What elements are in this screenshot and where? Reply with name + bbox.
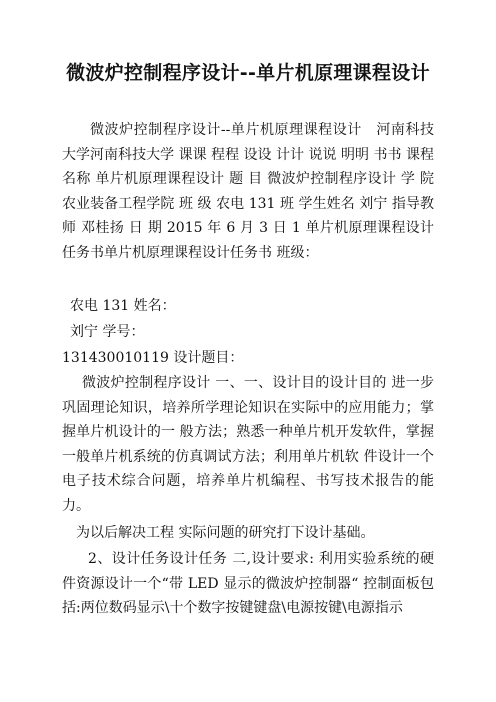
document-title: 微波炉控制程序设计--单片机原理课程设计 bbox=[66, 62, 430, 84]
line-student-id: 131430010119 设计题目： bbox=[62, 350, 244, 366]
paragraph-foundation: 为以后解决工程 实际问题的研究打下设计基础。 bbox=[76, 525, 375, 541]
paragraph-design-task: 2、设计任务设计任务 二,设计要求: 利用实验系统的硬件资源设计一个“带 LED 显示的微波炉控制器“ 控制面板包括:两位数码显示\十个数字按键键盘\电源按键\电源指示 bbox=[62, 551, 434, 617]
paragraph-design-purpose: 微波炉控制程序设计 一、一、设计目的设计目的 进一步巩固理论知识，培养所学理论知识在实际中的应用能力；掌握单片机设计的一 般方法；熟悉一种单片机开发软件，掌握一般单片机系统的仿真调试方法；利用单片机软 件设计一个电子技术综合问题，培养单片机编程、书写技术报告的能力。 bbox=[62, 375, 434, 514]
paragraph-cover-info: 微波炉控制程序设计--单片机原理课程设计 河南科技大学河南科技大学 课课 程程 设设 计计 说说 明明 书书 课程名称 单片机原理课程设计 题 目 微波炉控制程序设计 学 院 农业装备工程学院 班 级 农电 131 班 学生姓名 刘宁 指导教师 邓桂扬 日 期 2015 年 6 月 3 日 1 单片机原理课程设计任务书单片机原理课程设计任务书 班级： bbox=[62, 122, 434, 261]
line-student-name: 刘宁 学号： bbox=[70, 324, 145, 340]
line-class-name: 农电 131 姓名： bbox=[70, 298, 176, 314]
